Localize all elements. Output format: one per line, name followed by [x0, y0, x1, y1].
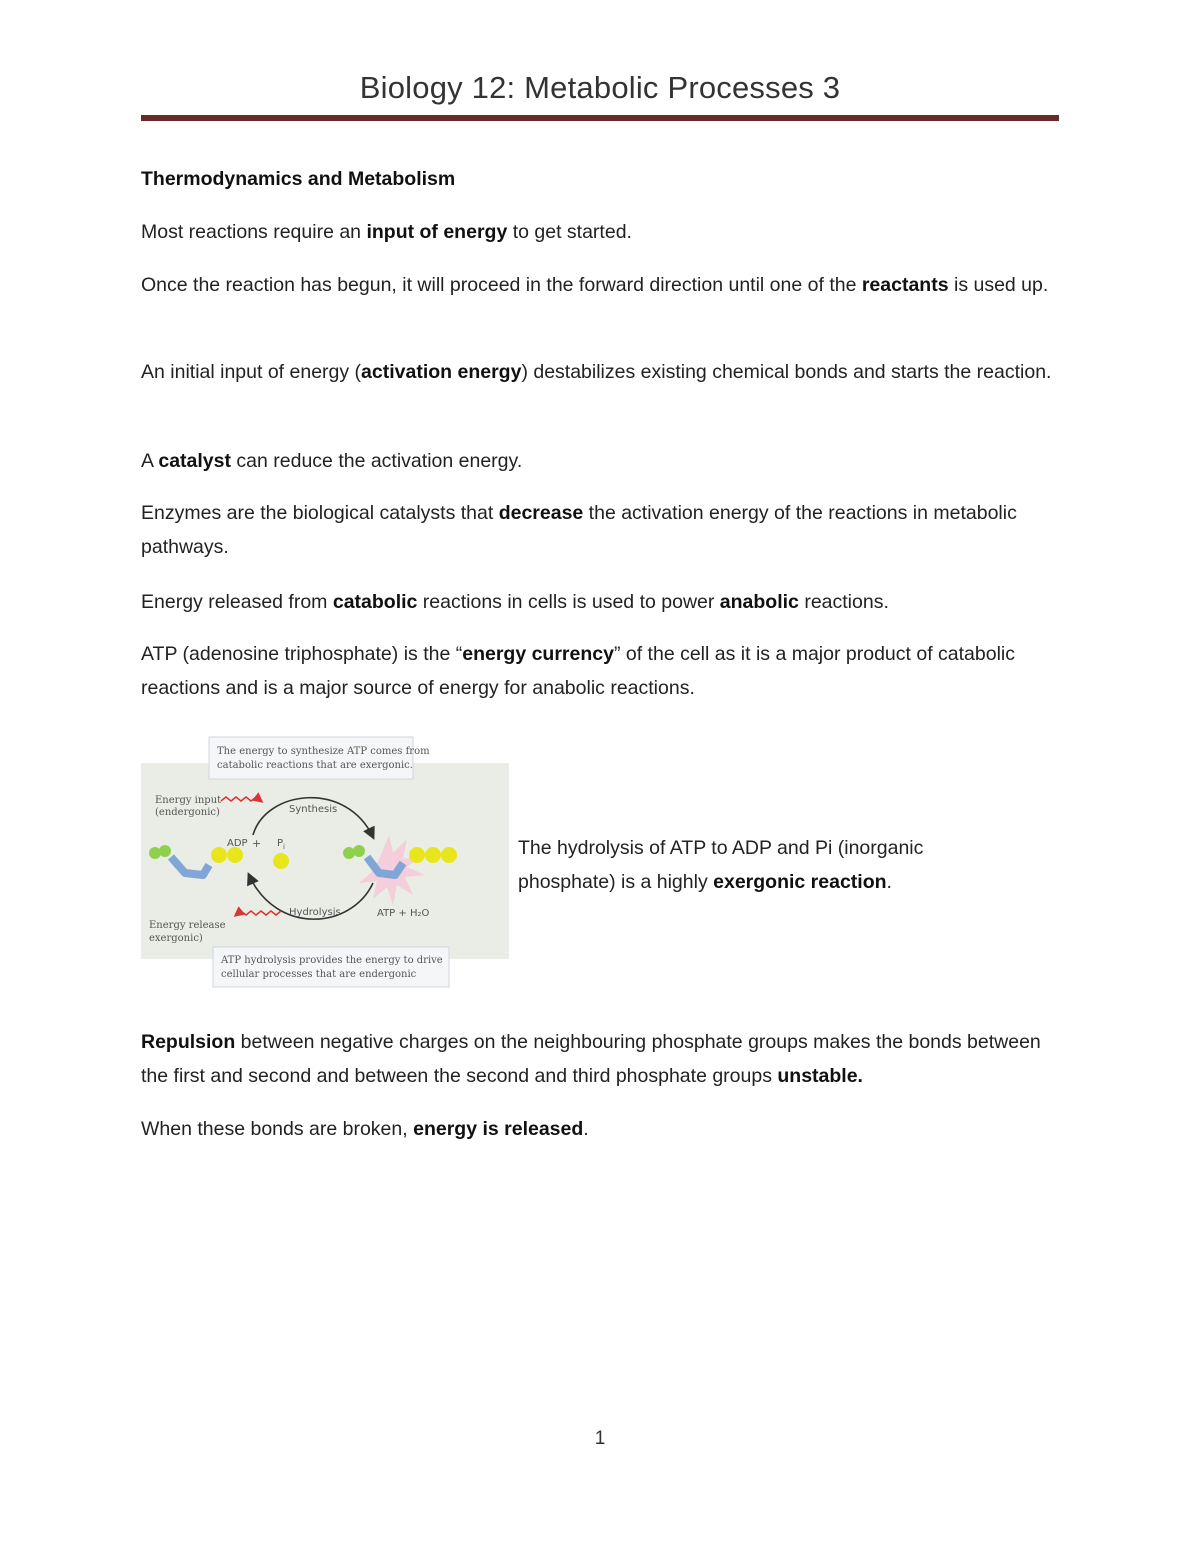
bold-term: activation energy [361, 361, 522, 383]
bold-term: catalyst [158, 450, 231, 472]
bold-term: decrease [498, 502, 584, 524]
adenine-ring-1 [149, 847, 161, 859]
bottom-box-line-1: ATP hydrolysis provides the energy to drive [221, 955, 443, 966]
bold-term: anabolic [719, 591, 799, 613]
paragraph-input-energy [141, 215, 1061, 249]
text-run: ” of the cell as it is a major product of catabolic reactions and is a major source of energy for anabolic reactions. [141, 643, 1015, 699]
pi-subscript: i [283, 843, 285, 851]
text-run: ATP (adenosine triphosphate) is the “ [141, 643, 463, 665]
bold-term: reactants [861, 274, 949, 296]
text-run: A [141, 450, 159, 472]
top-box-line-2: catabolic reactions that are exergonic. [217, 760, 413, 771]
text-run: Enzymes are the biological catalysts that [141, 502, 499, 524]
paragraph-reactants [141, 268, 1061, 302]
adp-label: ADP [227, 838, 248, 849]
text-run: Energy released from [141, 591, 333, 613]
adenine-ring-2 [353, 845, 365, 857]
text-run: the activation energy of the reactions in metabolic pathways. [141, 502, 1017, 558]
text-run: reactions in cells is used to power [417, 591, 720, 613]
text-run: is used up. [948, 274, 1049, 296]
phosphate-2 [227, 847, 243, 863]
inorganic-phosphate [273, 853, 289, 869]
synthesis-label: Synthesis [289, 804, 338, 815]
phosphate-1 [211, 847, 227, 863]
atp-cycle-diagram [141, 735, 511, 990]
plus-sign: + [252, 837, 262, 850]
paragraph-repulsion [141, 1025, 1061, 1093]
paragraph-catabolic-anabolic [141, 585, 1061, 619]
page-title: Biology 12: Metabolic Processes 3 [359, 70, 841, 105]
paragraph-energy-released [141, 1112, 1061, 1146]
atp-cycle-figure [141, 735, 511, 990]
text-run: . [583, 1118, 589, 1140]
bold-term: catabolic [332, 591, 418, 613]
bottom-caption-box [213, 947, 449, 987]
adenine-ring-1 [343, 847, 355, 859]
energy-input-label: Energy input [155, 795, 222, 806]
bottom-box-line-2: cellular processes that are endergonic [221, 969, 417, 980]
figure-caption [518, 831, 988, 899]
bold-term: unstable. [777, 1065, 863, 1087]
phosphate-1 [409, 847, 425, 863]
energy-release-label: Energy release [149, 920, 226, 931]
atp-water-label: ATP + H₂O [377, 908, 430, 919]
phosphate-2 [425, 847, 441, 863]
energy-release-sublabel: exergonic) [149, 933, 203, 944]
adenine-ring-2 [159, 845, 171, 857]
text-run: ) destabilizes existing chemical bonds and starts the reaction. [521, 361, 1052, 383]
text-run: An initial input of energy ( [141, 361, 362, 383]
text-run: . [886, 871, 892, 893]
top-box-line-1: The energy to synthesize ATP comes from [217, 746, 430, 757]
bold-term: energy currency [462, 643, 614, 665]
text-run: Most reactions require an [141, 221, 367, 243]
paragraph-enzymes [141, 496, 1061, 564]
bold-term: energy is released [413, 1118, 584, 1140]
bold-term: exergonic reaction [713, 871, 887, 893]
paragraph-catalyst [141, 444, 1061, 478]
hydrolysis-label: Hydrolysis [289, 907, 341, 918]
text-run: to get started. [507, 221, 632, 243]
title-rule [141, 115, 1059, 121]
pi-letter: P [277, 838, 284, 849]
phosphate-3 [441, 847, 457, 863]
page-number: 1 [594, 1428, 606, 1449]
text-run: can reduce the activation energy. [231, 450, 523, 472]
bold-term: Repulsion [141, 1031, 236, 1053]
text-run: When these bonds are broken, [141, 1118, 414, 1140]
paragraph-atp-currency [141, 637, 1061, 705]
text-run: between negative charges on the neighbouring phosphate groups makes the bonds between the first and second and between the second and third phosphate groups [141, 1031, 1041, 1087]
text-run: The hydrolysis of ATP to ADP and Pi (inorganic phosphate) is a highly [518, 837, 924, 893]
text-run: Once the reaction has begun, it will proceed in the forward direction until one of the [141, 274, 862, 296]
section-heading: Thermodynamics and Metabolism [141, 168, 456, 190]
paragraph-activation-energy [141, 355, 1061, 389]
text-run: reactions. [798, 591, 889, 613]
top-caption-box [209, 737, 413, 779]
energy-input-sublabel: (endergonic) [155, 807, 220, 818]
bold-term: input of energy [366, 221, 508, 243]
